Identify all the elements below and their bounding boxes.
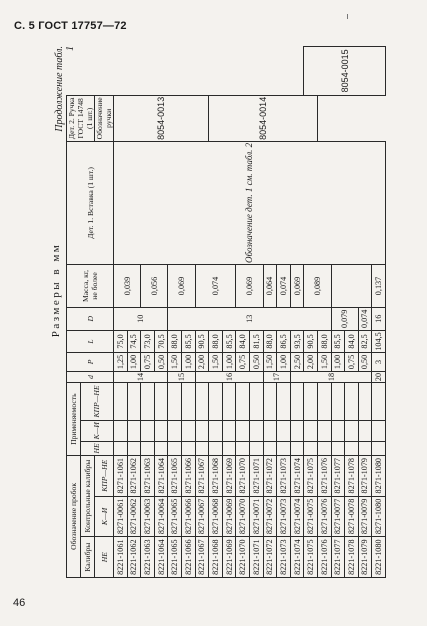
d-cell: 15 xyxy=(168,371,195,383)
p-cell: 0,75 xyxy=(236,353,250,371)
p-cell: 1,00 xyxy=(222,353,236,371)
ne-cell: 8221-1077 xyxy=(331,537,345,578)
mass-header: Масса, кг, не более xyxy=(67,264,114,307)
table-row xyxy=(331,47,345,578)
l-cell: 70,5 xyxy=(154,330,168,353)
mass-cell: 0,069 xyxy=(290,264,304,307)
p-cell: 0,75 xyxy=(141,353,155,371)
kprne-cell: 8271-1067 xyxy=(195,455,209,496)
applicability-header: Применяемость xyxy=(67,383,81,455)
p-cell: 1,50 xyxy=(209,353,223,371)
p-cell: 1,50 xyxy=(263,353,277,371)
ne-cell: 8221-1076 xyxy=(317,537,331,578)
l-cell: 104,5 xyxy=(372,330,386,353)
ne-cell: 8221-1063 xyxy=(141,537,155,578)
d-cell: 18 xyxy=(290,371,372,383)
l-cell: 84,0 xyxy=(345,330,359,353)
ki-cell: 8271-0069 xyxy=(222,496,236,537)
ne-cell: 8221-1070 xyxy=(236,537,250,578)
p-header: P xyxy=(67,353,114,371)
ki-cell: 8271-0077 xyxy=(331,496,345,537)
l-cell: 75,0 xyxy=(114,330,128,353)
l-cell: 90,5 xyxy=(304,330,318,353)
p-cell: 0,50 xyxy=(154,353,168,371)
l-cell: 88,0 xyxy=(209,330,223,353)
kprne-cell: 8271-1066 xyxy=(181,455,195,496)
kprne-cell: 8271-1078 xyxy=(345,455,359,496)
mass-cell: 0,137 xyxy=(372,264,386,307)
l-cell: 85,5 xyxy=(331,330,345,353)
l-cell: 93,5 xyxy=(290,330,304,353)
continuation-label: Продолжение табл. 1 xyxy=(54,46,76,132)
part2-note-header: Обозначение ручки xyxy=(95,95,114,141)
kprne-cell: 8271-1075 xyxy=(304,455,318,496)
l-cell: 81,5 xyxy=(249,330,263,353)
mass-cell: 0,089 xyxy=(304,264,331,307)
kprne-cell: 8271-1069 xyxy=(222,455,236,496)
ne-cell: 8221-1080 xyxy=(372,537,386,578)
rotated-table-block xyxy=(50,46,425,578)
kprne-cell: 8271-1073 xyxy=(277,455,291,496)
ne-cell: 8221-1078 xyxy=(345,537,359,578)
handle-code-cell: 8054-0013 xyxy=(114,95,209,141)
ki-cell: 8271-0073 xyxy=(277,496,291,537)
p-cell: 1,00 xyxy=(277,353,291,371)
kprne-cell: 8271-1061 xyxy=(114,455,128,496)
p-cell: 0,75 xyxy=(345,353,359,371)
ki-cell: 8271-0068 xyxy=(209,496,223,537)
table-row xyxy=(372,47,386,578)
l-cell: 84,0 xyxy=(236,330,250,353)
ne-cell: 8221-1069 xyxy=(222,537,236,578)
ne-cell: 8221-1079 xyxy=(358,537,372,578)
app-ki-header: К—И xyxy=(80,420,113,441)
l-cell: 73,0 xyxy=(141,330,155,353)
p-cell: 2,00 xyxy=(195,353,209,371)
page-number: 46 xyxy=(13,597,26,609)
kprne-cell: 8271-1074 xyxy=(290,455,304,496)
D-cell: 10 xyxy=(114,307,168,330)
mass-cell: 0,074 xyxy=(358,307,372,330)
ne-cell: 8221-1065 xyxy=(168,537,182,578)
ne-cell: 8221-1071 xyxy=(249,537,263,578)
l-cell: 86,5 xyxy=(277,330,291,353)
p-cell: 1,50 xyxy=(317,353,331,371)
l-cell: 74,5 xyxy=(127,330,141,353)
p-cell: 0,50 xyxy=(358,353,372,371)
mass-cell: 0,074 xyxy=(195,264,236,307)
l-cell: 82,5 xyxy=(358,330,372,353)
ne-cell: 8221-1073 xyxy=(277,537,291,578)
kprne-cell: 8271-1063 xyxy=(141,455,155,496)
mass-cell: 0,039 xyxy=(114,264,141,307)
app-kprne-header: КПР—НЕ xyxy=(80,383,113,420)
kprne-cell: 8271-1064 xyxy=(154,455,168,496)
d-cell: 17 xyxy=(263,371,290,383)
l-cell: 85,5 xyxy=(222,330,236,353)
ki-cell: 8271-0078 xyxy=(345,496,359,537)
mass-cell: 0,056 xyxy=(141,264,168,307)
l-cell: 85,5 xyxy=(181,330,195,353)
p-cell: 1,00 xyxy=(331,353,345,371)
ki-cell: 8271-0063 xyxy=(141,496,155,537)
l-cell: 88,0 xyxy=(168,330,182,353)
kprne-cell: 8271-1062 xyxy=(127,455,141,496)
ki-cell: 8271-0065 xyxy=(168,496,182,537)
ne-cell: 8221-1064 xyxy=(154,537,168,578)
p-cell: 1,50 xyxy=(168,353,182,371)
ki-cell: 8271-1080 xyxy=(372,496,386,537)
spec-table xyxy=(66,46,386,578)
p-cell: 0,50 xyxy=(249,353,263,371)
ne-cell: 8221-1075 xyxy=(304,537,318,578)
d-cell: 14 xyxy=(114,371,168,383)
kprne-cell: 8271-1071 xyxy=(249,455,263,496)
page-header: С. 5 ГОСТ 17757—72 xyxy=(14,20,127,32)
mass-cell: 0,069 xyxy=(168,264,195,307)
kprne-cell: 8271-1077 xyxy=(331,455,345,496)
ki-header: К—И xyxy=(95,496,114,537)
l-cell: 88,0 xyxy=(263,330,277,353)
d-cell: 20 xyxy=(372,371,386,383)
kprne-cell: 8271-1080 xyxy=(372,455,386,496)
ne-cell: 8221-1068 xyxy=(209,537,223,578)
ne-cell: 8221-1062 xyxy=(127,537,141,578)
D-cell: 13 xyxy=(168,307,331,330)
ki-cell: 8271-0061 xyxy=(114,496,128,537)
mass-cell: 0,064 xyxy=(263,264,277,307)
ki-cell: 8271-0075 xyxy=(304,496,318,537)
ki-cell: 8271-0076 xyxy=(317,496,331,537)
ki-cell: 8271-0067 xyxy=(195,496,209,537)
table-row xyxy=(114,47,128,578)
p-cell: 2,00 xyxy=(304,353,318,371)
handle-code-cell: 8054-0015 xyxy=(304,47,386,96)
ki-cell: 8271-0072 xyxy=(263,496,277,537)
ne-cell: 8221-1072 xyxy=(263,537,277,578)
p-cell: 1,25 xyxy=(114,353,128,371)
ki-cell: 8271-0066 xyxy=(181,496,195,537)
handle-code-cell: 8054-0014 xyxy=(209,95,318,141)
kprne-cell: 8271-1076 xyxy=(317,455,331,496)
part1-note-cell xyxy=(114,141,386,264)
kprne-cell: 8271-1065 xyxy=(168,455,182,496)
ne-cell: 8221-1074 xyxy=(290,537,304,578)
d-header: d xyxy=(67,371,114,383)
D-header: D xyxy=(67,307,114,330)
control-gauges-header: Контрольные калибры xyxy=(80,455,94,536)
ki-cell: 8271-0064 xyxy=(154,496,168,537)
mass-cell: 0,074 xyxy=(277,264,291,307)
d-cell: 16 xyxy=(195,371,263,383)
app-ne-header: НЕ xyxy=(80,441,113,455)
ki-cell: 8271-0079 xyxy=(358,496,372,537)
gauges-header: Калибры xyxy=(80,537,94,578)
mass-cell: 0,079 xyxy=(331,307,358,330)
ne-cell: 8221-1066 xyxy=(181,537,195,578)
designation-group-header: Обозначение пробок xyxy=(67,455,81,577)
ne-header: НЕ xyxy=(95,537,114,578)
kprne-cell: 8271-1068 xyxy=(209,455,223,496)
sizes-title: Размеры в мм xyxy=(50,242,62,338)
scan-speck xyxy=(347,14,348,19)
ki-cell: 8271-0062 xyxy=(127,496,141,537)
l-cell: 90,5 xyxy=(195,330,209,353)
designation-note: Обозначение дет. 1 см. табл. 2 xyxy=(244,142,255,263)
ne-cell: 8221-1067 xyxy=(195,537,209,578)
p-cell: 3 xyxy=(372,353,386,371)
kprne-cell: 8271-1079 xyxy=(358,455,372,496)
ne-cell: 8221-1061 xyxy=(114,537,128,578)
ki-cell: 8271-0071 xyxy=(249,496,263,537)
part1-header: Дет. 1. Вставка (1 шт.) xyxy=(67,141,114,264)
l-header: L xyxy=(67,330,114,353)
kprne-header: КПР—НЕ xyxy=(95,455,114,496)
ki-cell: 8271-0074 xyxy=(290,496,304,537)
p-cell: 2,50 xyxy=(290,353,304,371)
p-cell: 1,00 xyxy=(181,353,195,371)
p-cell: 1,00 xyxy=(127,353,141,371)
D-cell: 16 xyxy=(372,307,386,330)
table-row xyxy=(358,47,372,578)
l-cell: 88,0 xyxy=(317,330,331,353)
kprne-cell: 8271-1072 xyxy=(263,455,277,496)
mass-cell: 0,069 xyxy=(236,264,263,307)
ki-cell: 8271-0070 xyxy=(236,496,250,537)
kprne-cell: 8271-1070 xyxy=(236,455,250,496)
part2-header: Дет. 2. Ручка ГОСТ 14748 (1 шт.) xyxy=(67,95,95,141)
